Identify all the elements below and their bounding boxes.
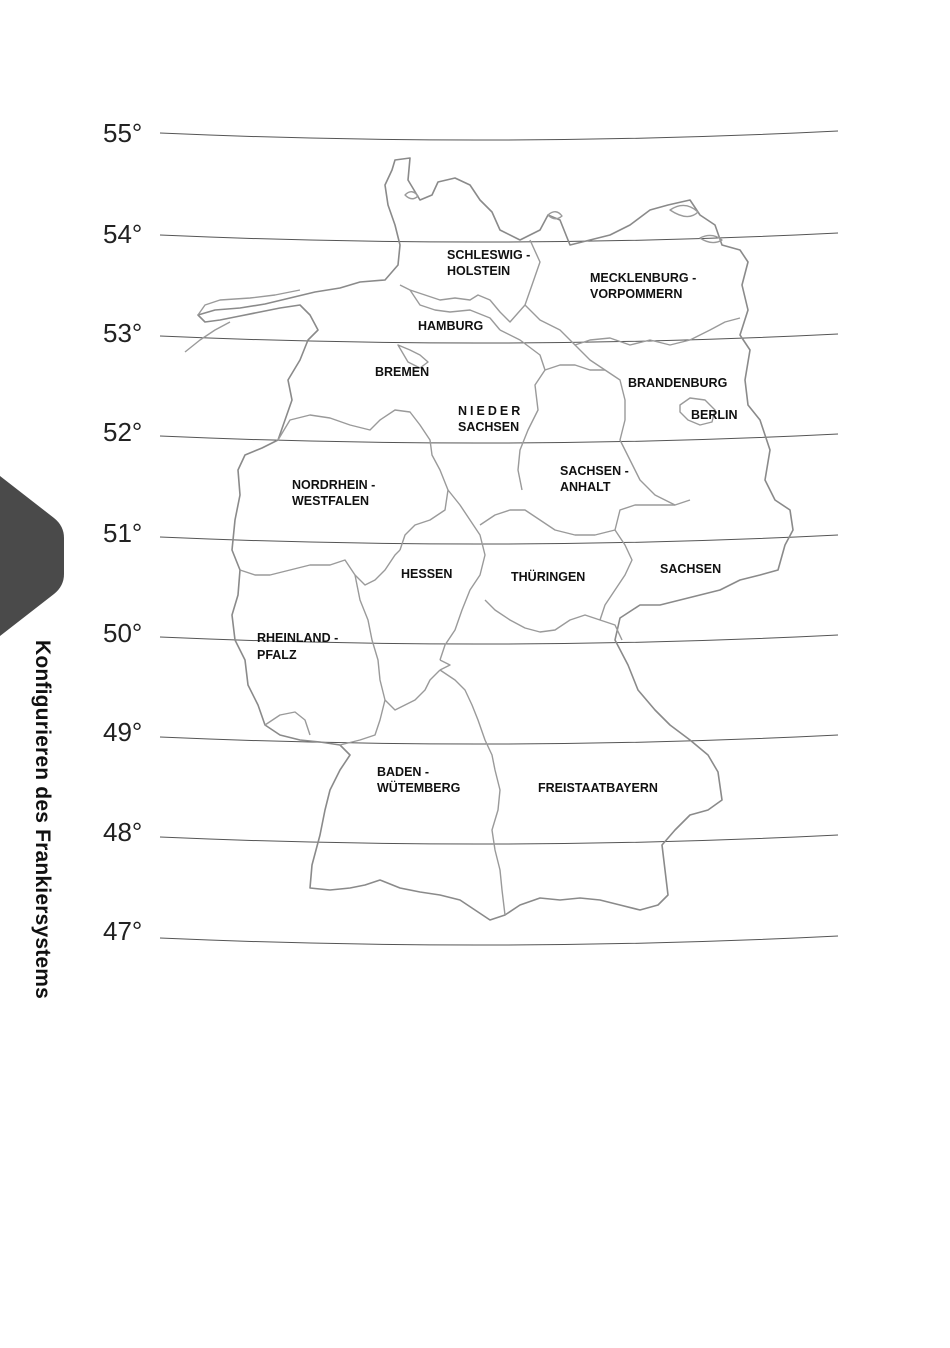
latitude-line-51 bbox=[160, 535, 838, 544]
chapter-title bbox=[14, 640, 54, 1080]
state-label-sachsen-anhalt: SACHSEN - bbox=[560, 464, 629, 478]
latitude-label: 49° bbox=[103, 717, 143, 747]
state-label-nordrhein-westfalen: NORDRHEIN - bbox=[292, 478, 376, 492]
latitude-line-49 bbox=[160, 735, 838, 744]
latitude-label: 51° bbox=[103, 518, 143, 548]
state-border bbox=[355, 575, 440, 710]
latitude-line-55 bbox=[160, 131, 838, 140]
state-label-rheinland-pfalz: RHEINLAND - bbox=[257, 631, 339, 645]
state-border bbox=[545, 365, 605, 370]
state-border bbox=[485, 600, 622, 640]
state-label-mecklenburg-vorpommern: VORPOMMERN bbox=[590, 287, 683, 301]
state-label-nordrhein-westfalen: WESTFALEN bbox=[292, 494, 370, 508]
latitude-labels bbox=[103, 118, 142, 946]
state-label-berlin: BERLIN bbox=[691, 408, 738, 422]
latitude-label: 54° bbox=[103, 219, 143, 249]
state-label-sachsen-anhalt: ANHALT bbox=[560, 480, 611, 494]
latitude-line-54 bbox=[160, 233, 838, 242]
state-border bbox=[240, 550, 400, 585]
state-label-baden-wuerttemberg: BADEN - bbox=[377, 765, 430, 779]
state-border bbox=[265, 712, 310, 735]
latitude-label: 53° bbox=[103, 318, 143, 348]
chapter-title-text: Konfigurieren des Frankiersystems bbox=[31, 640, 54, 1000]
state-label-mecklenburg-vorpommern: MECKLENBURG - bbox=[590, 271, 697, 285]
state-label-hamburg: HAMBURG bbox=[418, 319, 484, 333]
state-label-brandenburg: BRANDENBURG bbox=[628, 376, 728, 390]
state-label-hessen: HESSEN bbox=[401, 567, 453, 581]
state-label-schleswig-holstein: HOLSTEIN bbox=[447, 264, 511, 278]
chapter-tab bbox=[0, 476, 64, 636]
state-label-bremen: BREMEN bbox=[375, 365, 430, 379]
state-label-bayern: FREISTAATBAYERN bbox=[538, 781, 658, 795]
latitude-line-48 bbox=[160, 835, 838, 844]
state-label-schleswig-holstein: SCHLESWIG - bbox=[447, 248, 531, 262]
state-border bbox=[600, 530, 632, 620]
latitude-line-53 bbox=[160, 334, 838, 343]
latitude-label: 50° bbox=[103, 618, 143, 648]
state-label-sachsen: SACHSEN bbox=[660, 562, 722, 576]
state-label-niedersachsen: SACHSEN bbox=[458, 420, 520, 434]
state-label-rheinland-pfalz: PFALZ bbox=[257, 648, 297, 662]
latitude-label: 47° bbox=[103, 916, 143, 946]
state-label-thueringen: THÜRINGEN bbox=[511, 570, 586, 584]
state-labels bbox=[257, 248, 738, 795]
state-label-niedersachsen: NIEDER bbox=[458, 404, 524, 418]
latitude-line-52 bbox=[160, 434, 838, 443]
latitude-label: 52° bbox=[103, 417, 143, 447]
latitude-line-47 bbox=[160, 936, 838, 945]
state-label-baden-wuerttemberg: WÜTEMBERG bbox=[377, 781, 461, 795]
state-border bbox=[340, 700, 385, 745]
latitude-label: 55° bbox=[103, 118, 143, 148]
chapter-tab-shape bbox=[0, 476, 64, 636]
state-border bbox=[480, 505, 675, 535]
state-border bbox=[440, 660, 450, 670]
latitude-label: 48° bbox=[103, 817, 143, 847]
